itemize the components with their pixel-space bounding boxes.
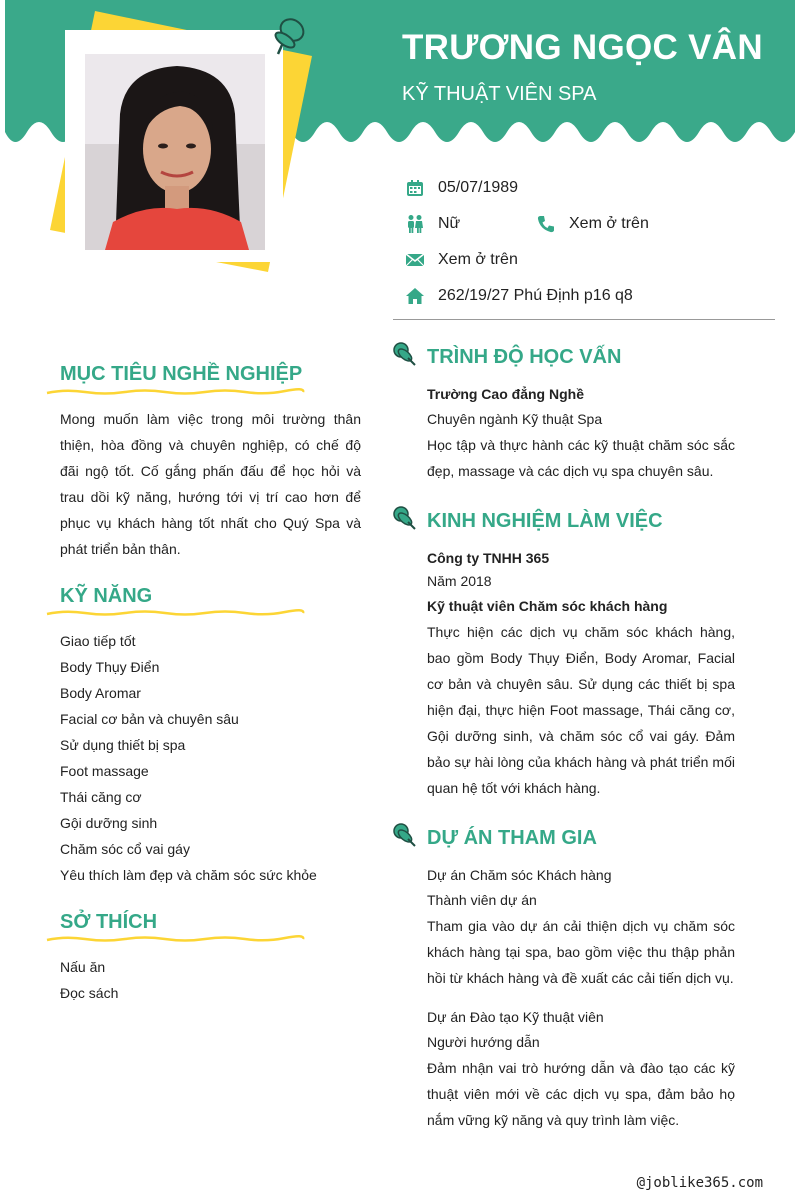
experience-position: Kỹ thuật viên Chăm sóc khách hàng (427, 598, 668, 614)
hobbies-underline (45, 933, 305, 945)
projects-heading: DỰ ÁN THAM GIA (427, 827, 597, 849)
phone-icon (535, 213, 557, 235)
hobbies-heading: SỞ THÍCH (60, 911, 158, 933)
project-role: Thành viên dự án (427, 892, 537, 908)
contact-birthdate (404, 176, 518, 200)
project-role: Người hướng dẫn (427, 1034, 540, 1050)
experience-description: Thực hiện các dịch vụ chăm sóc khách hàng, bao gồm Body Thụy Điển, Body Aromar, Facial cơ bản và chuyên sâu. Sử dụng các thiết bị spa hiện đại, thực hiện Foot massage, Thái căng cơ, Gội dưỡng sinh, và chăm sóc cổ vai gáy. Đảm bảo sự hài lòng của khách hàng và phát triển mối quan hệ tốt với khách hàng. (427, 624, 735, 796)
experience-heading: KINH NGHIỆM LÀM VIỆC (427, 510, 663, 532)
calendar-icon (404, 177, 426, 199)
gender-icon (404, 213, 426, 235)
contact-phone (535, 212, 649, 236)
contact-divider (393, 319, 775, 320)
experience-company: Công ty TNHH 365 (427, 550, 550, 566)
skill-item: Sử dụng thiết bị spa (60, 737, 186, 753)
address-value: 262/19/27 Phú Định p16 q8 (438, 287, 633, 304)
candidate-name: TRƯƠNG NGỌC VÂN (402, 28, 763, 67)
birthdate-value: 05/07/1989 (438, 179, 519, 196)
education-heading: TRÌNH ĐỘ HỌC VẤN (427, 346, 622, 368)
pushpin-icon (391, 822, 417, 848)
mail-icon (404, 249, 426, 271)
education-major: Chuyên ngành Kỹ thuật Spa (427, 411, 603, 427)
education-description: Học tập và thực hành các kỹ thuật chăm sóc sắc đẹp, massage và các dịch vụ spa chuyên sâu. (427, 437, 735, 479)
skill-item: Body Aromar (60, 685, 141, 701)
experience-year: Năm 2018 (427, 573, 492, 589)
skill-item: Body Thụy Điển (60, 659, 160, 675)
project-name: Dự án Chăm sóc Khách hàng (427, 867, 612, 883)
contact-email (404, 248, 518, 272)
skill-item: Gội dưỡng sinh (60, 815, 158, 831)
skill-item: Facial cơ bản và chuyên sâu (60, 711, 239, 727)
pushpin-icon (391, 341, 417, 367)
skills-heading: KỸ NĂNG (60, 585, 153, 607)
objective-heading: MỤC TIÊU NGHỀ NGHIỆP (60, 363, 303, 385)
pushpin-icon (268, 14, 308, 60)
contact-address (404, 284, 633, 308)
gender-value: Nữ (438, 215, 461, 232)
skill-item: Yêu thích làm đẹp và chăm sóc sức khỏe (60, 867, 317, 883)
skill-item: Foot massage (60, 763, 149, 779)
hobby-item: Đọc sách (60, 985, 119, 1001)
skill-item: Giao tiếp tốt (60, 633, 136, 649)
hobby-item: Nấu ăn (60, 959, 106, 975)
pushpin-icon (391, 505, 417, 531)
project-name: Dự án Đào tạo Kỹ thuật viên (427, 1009, 604, 1025)
hobbies-list (60, 954, 118, 1006)
home-icon (404, 285, 426, 307)
skills-list (60, 628, 317, 888)
skill-item: Chăm sóc cổ vai gáy (60, 841, 190, 857)
project-description: Đảm nhận vai trò hướng dẫn và đào tạo các kỹ thuật viên mới về các dịch vụ spa, đảm bảo họ nắm vững kỹ năng và quy trình làm việc. (427, 1060, 735, 1128)
photo-frame (65, 30, 283, 262)
phone-value: Xem ở trên (569, 215, 649, 232)
profile-photo-area (40, 8, 330, 288)
contact-gender (404, 212, 460, 236)
objective-text: Mong muốn làm việc trong môi trường thân thiện, hòa đồng và chuyên nghiệp, có chế độ đãi ngộ tốt. Cố gắng phấn đấu để học hỏi và trau dồi kỹ năng, hướng tới vị trí cao hơn để phục vụ khách hàng tốt nhất cho Quý Spa và phát triển bản thân. (60, 411, 361, 557)
candidate-job-title: KỸ THUẬT VIÊN SPA (402, 83, 597, 105)
skill-item: Thái căng cơ (60, 789, 142, 805)
education-school: Trường Cao đẳng Nghề (427, 386, 584, 402)
project-description: Tham gia vào dự án cải thiện dịch vụ chăm sóc khách hàng tại spa, bao gồm việc thu thập phản hồi từ khách hàng và đề xuất các cải tiến dịch vụ. (427, 918, 735, 986)
skills-underline (45, 607, 305, 619)
portrait-photo (85, 54, 265, 250)
site-watermark: @joblike365.com (636, 1175, 763, 1191)
email-value: Xem ở trên (438, 251, 518, 268)
objective-underline (45, 386, 305, 398)
